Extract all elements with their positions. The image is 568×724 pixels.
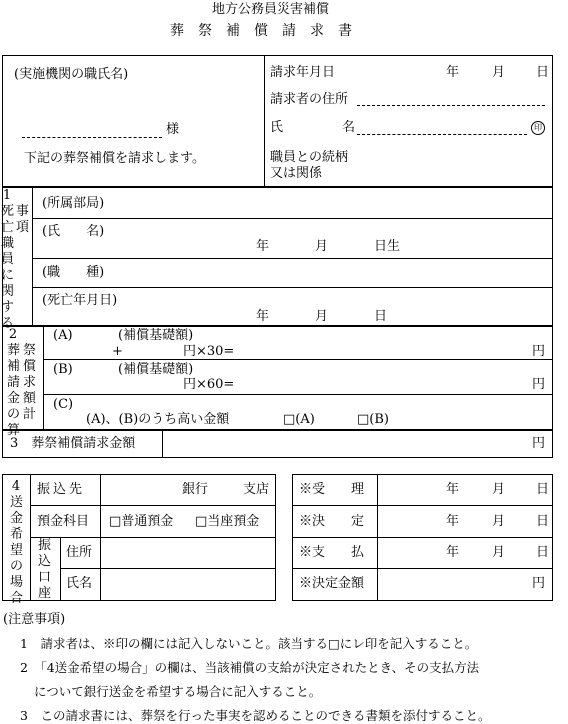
sama-label: 様 (166, 122, 180, 137)
address-field[interactable] (357, 105, 545, 106)
option-b-checkbox[interactable]: □(B) (357, 412, 389, 427)
note-1: 1 請求者は、※印の欄には記入しないこと。該当する□にレ印を記入すること。 (20, 636, 478, 651)
transfer-account-label: 振込口座 (37, 538, 51, 601)
note-3: 3 この請求書には、葬祭を行った事実を認めることのできる書類を添付すること。 (20, 708, 491, 723)
name-field[interactable] (357, 134, 527, 135)
addressee-field[interactable] (22, 137, 162, 138)
sec2-side-b: 祭償求額計 (22, 343, 36, 422)
org-label: (実施機関の職氏名) (14, 67, 129, 82)
sec2-side-a: 葬補請金の算 (6, 343, 20, 438)
notes-title: (注意事項) (3, 612, 66, 627)
sec4-side: 送金希望の場合 (9, 495, 23, 606)
address-label: 請求者の住所 (270, 92, 349, 107)
sec1-number: 1 (2, 188, 12, 203)
birth-suffix: 日生 (374, 239, 401, 254)
current-deposit-checkbox[interactable]: □当座預金 (195, 514, 260, 529)
option-a-checkbox[interactable]: □(A) (283, 412, 315, 427)
sec1-side-a: 死亡職員に関する (0, 204, 14, 331)
sec2-number: 2 (8, 327, 18, 342)
job-label: (職 種) (42, 265, 105, 280)
calculation-section (2, 326, 553, 430)
ordinary-deposit-checkbox[interactable]: □普通預金 (109, 514, 174, 529)
form-header: 地方公務員災害補償 (212, 2, 330, 17)
request-text: 下記の葬祭補償を請求します。 (24, 151, 205, 166)
relation-label: 職員との続柄 (270, 150, 349, 165)
date-label: 請求年月日 (270, 65, 336, 80)
seal-icon: 印 (531, 121, 545, 135)
note-2: 2 「4送金希望の場合」の欄は、当該補償の支給が決定されたとき、その支払方法 (20, 660, 480, 675)
claim-amount-label: 3 葬祭補償請求金額 (10, 436, 136, 451)
sec4-number: 4 (11, 479, 21, 494)
deceased-name-label: (氏 名) (42, 224, 105, 239)
note-2-cont: について銀行送金を希望する場合に記入すること。 (34, 684, 322, 699)
death-date-label: (死亡年月日) (42, 293, 118, 308)
dept-label: (所属部局) (42, 196, 105, 211)
form-title: 葬祭補償請求書 (170, 23, 366, 39)
sec1-side-b: 事項 (15, 204, 29, 235)
